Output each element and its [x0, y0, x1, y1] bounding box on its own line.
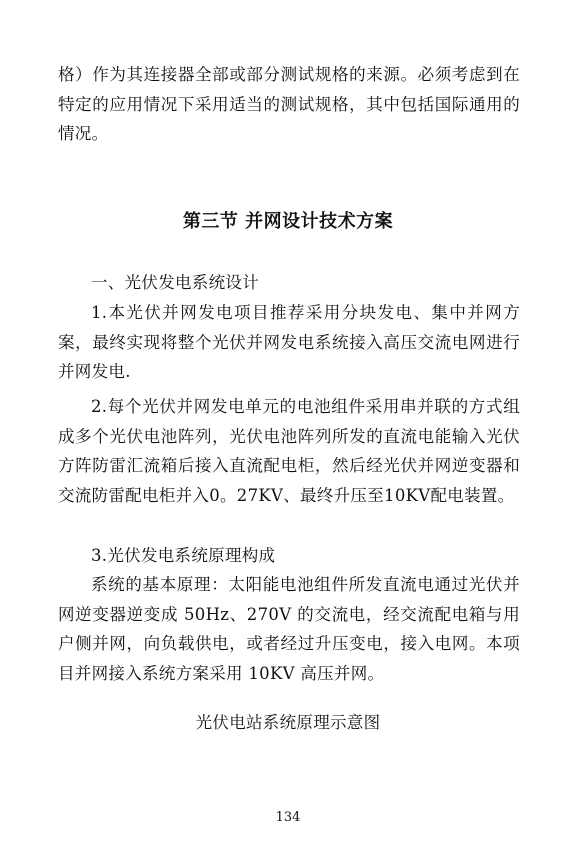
subsection-title: 一、光伏发电系统设计 — [91, 273, 259, 292]
figure-caption: 光伏电站系统原理示意图 — [195, 713, 381, 732]
item-2-paragraph: 2.每个光伏并网发电单元的电池组件采用串并联的方式组成多个光伏电池阵列，光伏电池阵列所发的直流电能输入光伏方阵防雷汇流箱后接入直流配电柜，然后经光伏并网逆变器和交流防雷配电柜并入0。27KV、最终升压至10KV配电装置。 — [58, 397, 520, 505]
principle-paragraph: 系统的基本原理：太阳能电池组件所发直流电通过光伏并网逆变器逆变成 50Hz、270V 的交流电，经交流配电箱与用户侧并网，向负载供电，或者经过升压变电，接入电网。本项目并网接入系统方案采用 10KV 高压并网。 — [58, 575, 520, 683]
page-number: 134 — [275, 810, 301, 825]
section-title: 第三节 并网设计技术方案 — [182, 211, 394, 232]
item-3-heading: 3.光伏发电系统原理构成 — [91, 546, 276, 565]
item-1-paragraph: 1.本光伏并网发电项目推荐采用分块发电、集中并网方案，最终实现将整个光伏并网发电系统接入高压交流电网进行并网发电. — [58, 303, 520, 381]
intro-paragraph: 格）作为其连接器全部或部分测试规格的来源。必须考虑到在特定的应用情况下采用适当的测试规格，其中包括国际通用的情况。 — [58, 65, 520, 143]
